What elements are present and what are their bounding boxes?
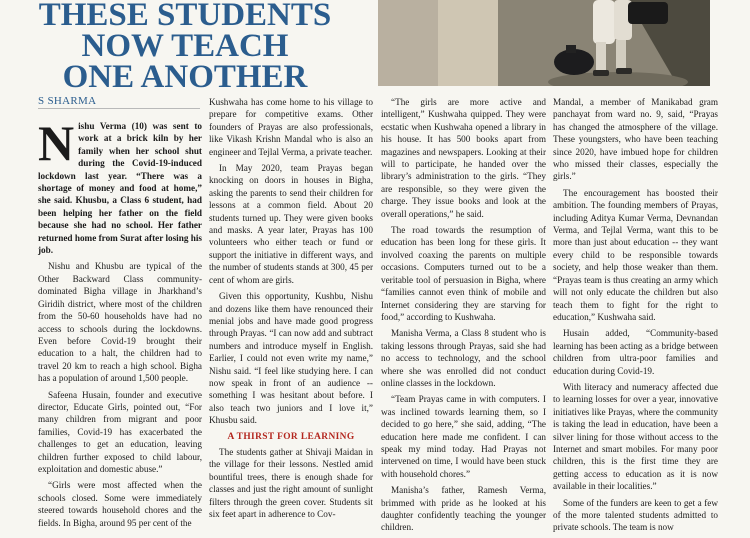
paragraph: Nishu and Khusbu are typical of the Other Backward Class community-dominated Bigha village in Jharkhand’s Giridih district, where most of the children from the 50-60 households have had no access to schools during the lockdowns. Even before Covid-19 brought their education to a halt, the children had to travel 20 km to reach a high school. Bigha has a population of around 1,500 people. — [38, 261, 202, 384]
drop-cap: N — [38, 115, 75, 171]
lead-text: ishu Verma (10) was sent to work at a brick kiln by her family when her school shut during the Covid-19-induced lockdown last year. “There was a shortage of money and food at home,” she said. Khusbu, a Class 6 student, had been helping her father on the field because she had no school. Her father returned home from Surat after losing his job. — [38, 121, 202, 256]
paragraph: The road towards the resumption of education has been long for these girls. It involved coaxing the parents on multiple occasions. Computers turned out to be a veritable tool of persuasion in Bigha, where “families cannot even think of mobile and Internet considering they are starving for food,” according to Kushwaha. — [381, 225, 546, 322]
paragraph: The encouragement has boosted their ambition. The founding members of Prayas, including Aditya Kumar Verma, Devnandan Verma, and Tejlal Verma, want this to be more than just about education -- they want every child to be responsible towards society, and help those weaker than them. “Prayas team is thus creating an army which will not only educate the children but also teach them to fight for the right to education,” Kushwaha said. — [553, 187, 718, 322]
paragraph: In May 2020, team Prayas began knocking on doors in houses in Bigha, asking the parents to send their children for lessons at a common field. About 20 students turned up. They were given books and masks. A year later, Prayas has 100 volunteers who either teach or fund or support the initiative in different ways, and the number of students stands at 300, 45 per cent of whom are girls. — [209, 163, 373, 285]
column-2 — [209, 96, 373, 524]
column-3 — [381, 96, 546, 538]
paragraph: With literacy and numeracy affected due to learning losses for over a year, innovative initiatives like Prayas, where the community is taking the lead in education, have been a silver lining for those without access to the Internet and smart mobiles. For many poor children, this is the first time they are getting access to education as it is now available in their localities.” — [553, 381, 718, 492]
headline-line-1: THESE STUDENTS — [38, 0, 332, 33]
paragraph: Some of the funders are keen to get a few of the more talented students admitted to private schools. The team is now — [553, 497, 718, 533]
article-photo — [378, 0, 710, 86]
byline-divider — [38, 108, 200, 109]
paragraph: “Team Prayas came in with computers. I was inclined towards learning them, so I decided to go here,” she said, adding, “The education here made me confident. I can speak my mind today. Had Prayas not intervened on time, I would have been stuck with household chores.” — [381, 394, 546, 479]
paragraph: Manisha Verma, a Class 8 student who is taking lessons through Prayas, said she had no access to technology, and the school where she was enrolled did not conduct online classes in the lockdown. — [381, 328, 546, 388]
headline-line-3: ONE ANOTHER — [62, 59, 308, 95]
byline: S SHARMA — [38, 95, 97, 107]
street-photo-icon — [378, 0, 710, 86]
paragraph: “The girls are more active and intelligent,” Kushwaha quipped. They were ecstatic when Kushwaha opened a library in his house. It has 500 books apart from magazines and newspapers. Looking at their will to participate, he handed over the library’s administration to the girls. “They are responsible, so they were given the charge. They issue books and look at the overall operations,” he said. — [381, 97, 546, 219]
paragraph: Husain added, “Community-based learning has been acting as a bridge between children from ultra-poor families and education during Covid-19. — [553, 328, 718, 376]
paragraph: “Girls were most affected when the schools closed. Some were immediately steered towards household chores and the fields. In Bigha, around 95 per cent of the — [38, 480, 202, 528]
column-4 — [553, 96, 718, 538]
headline-line-2: NOW TEACH — [81, 28, 289, 64]
headline — [0, 0, 370, 93]
section-subhead: A THIRST FOR LEARNING — [227, 431, 355, 442]
paragraph: The students gather at Shivaji Maidan in the village for their lessons. Nestled amid bountiful trees, there is enough shade for classes and just the right amount of sunlight filters through the green cover. Students sit six feet apart in adherence to Cov- — [209, 446, 373, 519]
paragraph: Safeena Husain, founder and executive director, Educate Girls, pointed out, “For many children from migrant and poor families, Covid-19 has exacerbated the challenges to get an education, leaving children further exposed to child labour, exploitation and domestic abuse.” — [38, 389, 202, 474]
paragraph: Manisha’s father, Ramesh Verma, brimmed with pride as he looked at his daughter confidently teaching the younger children. — [381, 485, 546, 533]
paragraph: Given this opportunity, Kushbu, Nishu and dozens like them have renounced their menial jobs and have made good progress through Prayas. “I can now add and subtract numbers and introduce myself in English. Earlier, I could not even write my name,” Nishu said. “I feel like studying here. I can now speak in front of an audience -- something I was hesitant about before. I also teach two juniors and I love it,” Khusbu said. — [209, 291, 373, 426]
paragraph: Kushwaha has come home to his village to prepare for competitive exams. Other founders of Prayas are also professionals, like Vikash Krishn Mandal who is also an engineer and Tejlal Verma, a private teacher. — [209, 97, 373, 157]
lead-paragraph — [38, 115, 202, 256]
paragraph: Mandal, a member of Manikabad gram panchayat from ward no. 9, said, “Prayas has changed the atmosphere of the village. These youngsters, who have been teaching since 2020, have imbued hope for children who missed their classes, especially the girls.” — [553, 97, 718, 182]
column-1 — [38, 115, 202, 533]
